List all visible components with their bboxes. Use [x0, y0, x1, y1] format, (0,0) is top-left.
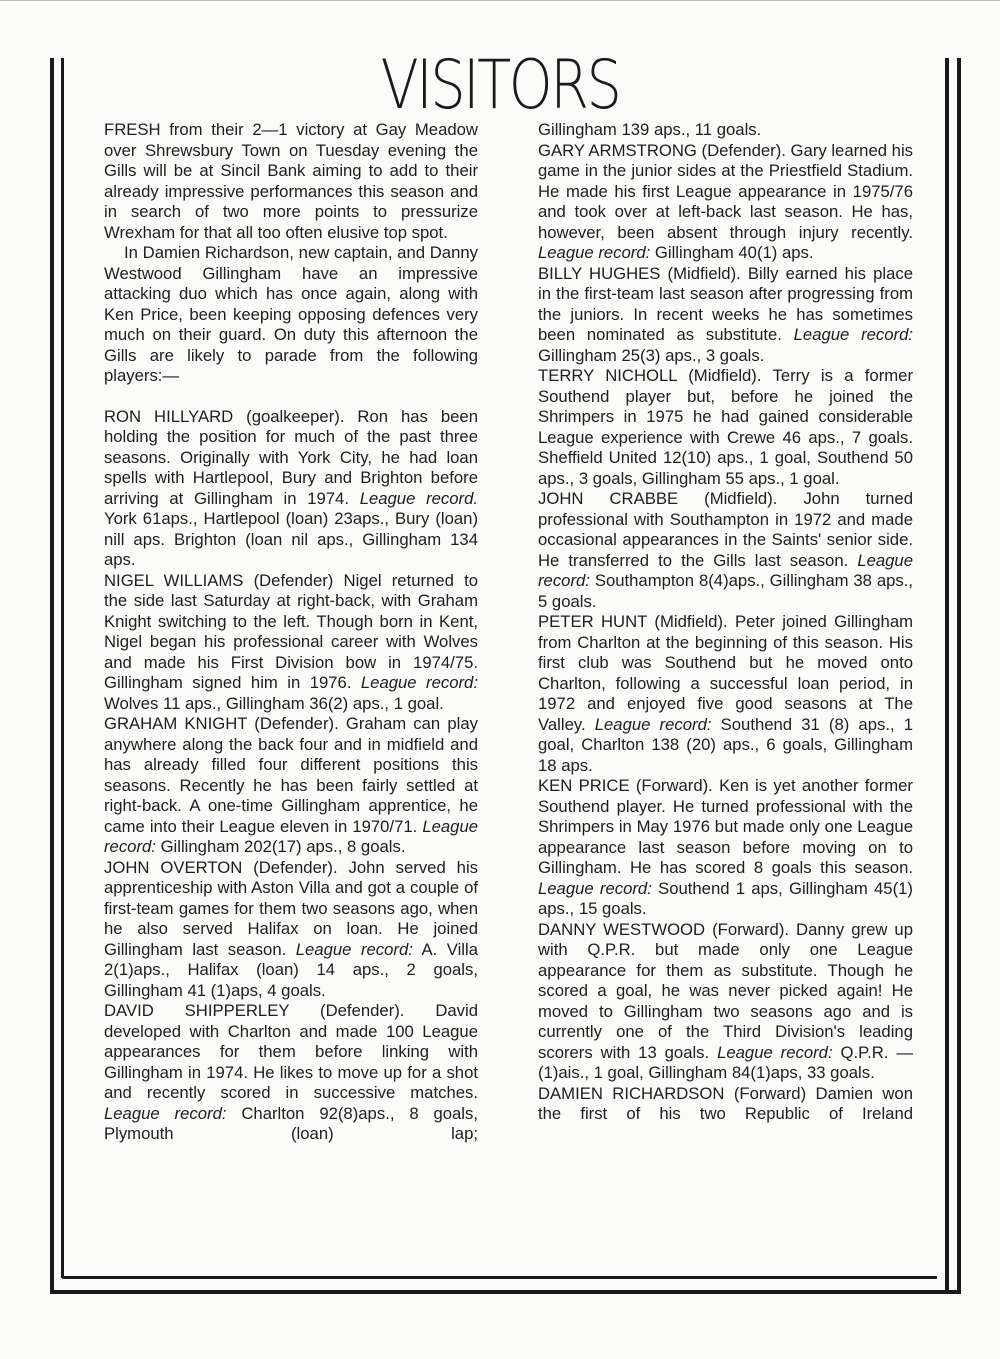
player-text: TERRY NICHOLL (Midfield). Terry is a former Southend player but, before he joined the Shrimpers in 1975 he had gained considerable League experience with Crewe 46 aps., 7 goals. Sheffield United 12(10) aps., 1 goal, Southend 50 aps., 3 goals, Gillingham 55 aps., 1 goal. [538, 366, 913, 488]
frame-right-outer [957, 58, 961, 1294]
record-text: Gillingham 202(17) aps., 8 goals. [160, 837, 406, 856]
record-text: A. Villa 2(1)aps., Halifax (loan) 14 aps., 2 goals, Gillingham 41 (1)aps, 4 goals. [104, 939, 479, 1000]
player-text: GRAHAM KNIGHT (Defender). Graham can play anywhere along the back four and in midfield and has already filled four different positions this seasons. Recently he has been fairly settled at right-back. A one-time Gillingham apprentice, he came into their League eleven in 1970/71. [104, 714, 478, 836]
player-entry-nicholl [538, 366, 913, 489]
player-text: BILLY HUGHES (Midfield). Billy earned his place in the first-team last season after progressing from the juniors. In recent weeks he has sometimes been nominated as substitute. [538, 263, 913, 344]
frame-bottom-outer [50, 1290, 961, 1294]
frame-right-inner [945, 58, 949, 1294]
record-label: League record. [359, 488, 478, 508]
player-entry-richardson [538, 1084, 913, 1125]
player-entry-shipperley [104, 1001, 478, 1145]
record-label: League record: [717, 1042, 833, 1062]
intro-paragraph-2: In Damien Richardson, new captain, and Danny Westwood Gillingham have an impressive attacking duo which has once again, along with Ken Price, been keeping opposing defences very much on their guard. On duty this afternoon the Gills are likely to parade from the following players:— [104, 243, 478, 385]
record-text: Wolves 11 aps., Gillingham 36(2) aps., 1 goal. [104, 693, 444, 713]
record-label: League record: [594, 714, 712, 734]
left-column [104, 120, 478, 1145]
player-entry-hillyard [104, 407, 478, 571]
player-text: RON HILLYARD (goalkeeper). Ron has been holding the position for much of the past three seasons. Originally with York City, he had loan spells with Hartlepool, Bury and Brighton before arriving at Gillingham in 1974. [104, 406, 478, 508]
player-text: GARY ARMSTRONG (Defender). Gary learned his game in the junior sides at the Priestfield Stadium. He made his first League appearance in 1975/76 and took over at left-back last season. He has, however, been absent through injury recently. [538, 140, 913, 242]
player-entry-hughes [538, 264, 913, 367]
continued-text: Gillingham 139 aps., 11 goals. [538, 120, 762, 139]
record-text: Gillingham 40(1) aps. [654, 243, 814, 262]
player-text: KEN PRICE (Forward). Ken is yet another former Southend player. He turned professional with the Shrimpers in May 1976 but made only one League appearance last season before moving on to Gillingham. He has scored 8 goals this season. [538, 776, 913, 877]
player-text: NIGEL WILLIAMS (Defender) Nigel returned to the side last Saturday at right-back, with Graham Knight switching to the left. Though born in Kent, Nigel began his professional career with Wolves and made his First Division bow in 1974/75. Gillingham signed him in 1976. [104, 570, 478, 692]
record-label: League record: [538, 878, 652, 898]
player-text: DAMIEN RICHARDSON (Forward) Damien won the first of his two Republic of Ireland [538, 1083, 913, 1123]
player-text: DANNY WESTWOOD (Forward). Danny grew up with Q.P.R. but made only one League appearance for them as substitute. Though he scored a goal, he was never picked again! He moved to Gillingham two seasons ago and is currently one of the Third Division's leading scorers with 13 goals. [538, 919, 913, 1062]
record-label: League record: [360, 673, 478, 692]
record-label: League record: [104, 1103, 227, 1123]
record-label: League record: [538, 243, 651, 262]
player-entry-westwood [538, 920, 913, 1084]
player-entry-armstrong [538, 141, 913, 264]
record-label: League record: [104, 816, 479, 856]
player-entry-overton [104, 858, 478, 1002]
player-entry-williams [104, 571, 478, 715]
player-entry-knight [104, 714, 478, 858]
top-rule [0, 0, 1000, 5]
record-label: League record: [538, 550, 913, 590]
record-label: League record: [793, 325, 914, 344]
record-text: Southend 1 aps, Gillingham 45(1) aps., 15 goals. [538, 878, 913, 918]
record-text: Charlton 92(8)aps., 8 goals, Plymouth (loan) lap; [104, 1103, 478, 1143]
player-entry-hunt [538, 612, 913, 776]
player-text: JOHN CRABBE (Midfield). John turned professional with Southampton in 1972 and made occasional appearances in the Saints' senior side. He transferred to the Gills last season. [538, 489, 913, 570]
record-text: Southampton 8(4)aps., Gillingham 38 aps., 5 goals. [538, 571, 913, 611]
player-entry-price [538, 776, 913, 920]
player-entry-crabbe [538, 489, 913, 612]
record-text: Q.P.R. — (1)ais., 1 goal, Gillingham 84(1)aps, 33 goals. [538, 1042, 914, 1082]
player-text: PETER HUNT (Midfield). Peter joined Gillingham from Charlton at the beginning of this season. His first club was Southend but he moved onto Charlton, following a successful loan period, in 1972 and enjoyed five good seasons at The Valley. [538, 612, 913, 734]
frame-left-outer [50, 58, 54, 1294]
record-text: York 61aps., Hartlepool (loan) 23aps., Bury (loan) nill aps. Brighton (loan nil aps., Gillingham 134 aps. [104, 509, 478, 569]
record-label: League record: [295, 939, 413, 959]
page-title: VISITORS [380, 46, 620, 125]
record-text: Gillingham 25(3) aps., 3 goals. [538, 345, 765, 365]
player-text: DAVID SHIPPERLEY (Defender). David developed with Charlton and made 100 League appearances for them before linking with Gillingham in 1974. He likes to move up for a shot and recently scored in successive matches. [104, 1001, 478, 1102]
player-text: JOHN OVERTON (Defender). John served his apprenticeship with Aston Villa and got a couple of first-team games for them two seasons ago, when he also served Halifax on loan. He joined Gillingham last season. [104, 857, 478, 959]
frame-left-inner [61, 58, 64, 1278]
right-column [538, 120, 913, 1125]
frame-bottom-inner [61, 1276, 937, 1279]
intro-paragraph: FRESH from their 2—1 victory at Gay Meadow over Shrewsbury Town on Tuesday evening the Gills will be at Sincil Bank aiming to add to their already impressive performances this season and in search of two more points to pressurize Wrexham for that all too often elusive top spot. [104, 120, 478, 242]
record-text: Southend 31 (8) aps., 1 goal, Charlton 138 (20) aps., 6 goals, Gillingham 18 aps. [538, 714, 914, 775]
